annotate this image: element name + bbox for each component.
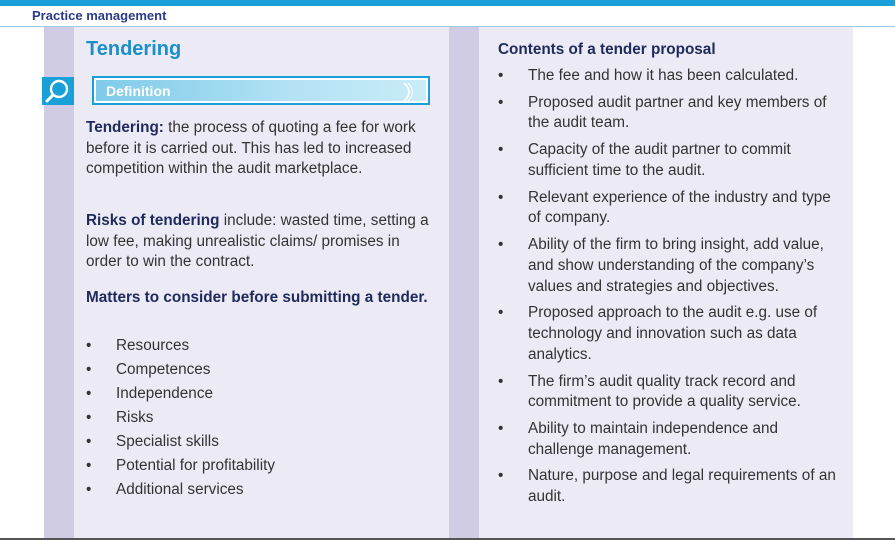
section-title: Tendering [86,38,182,60]
tendering-term: Tendering: [86,119,164,136]
bullet: • [86,457,92,474]
contents-list [498,66,843,514]
list-item-text: Additional services [116,481,244,498]
bullet: • [86,409,92,426]
bottom-divider [0,538,895,540]
list-item-text: Potential for profitability [116,457,275,474]
tendering-text: the process of quoting a fee for work before it is carried out. This has led to increased competition within the audit marketplace. [86,119,416,177]
list-item [498,419,843,460]
bullet: • [86,481,92,498]
list-item-text: The firm’s audit quality track record and commitment to provide a quality service. [528,372,801,411]
bullet: • [86,385,92,402]
bullet: • [498,93,504,111]
top-accent-bar [0,0,895,6]
list-item [86,384,426,408]
bullet: • [498,188,504,206]
list-item [498,66,843,87]
bullet: • [498,141,504,159]
swoosh-decoration [398,81,418,103]
list-item-text: Capacity of the audit partner to commit sufficient time to the audit. [528,141,791,179]
list-item-text: Independence [116,385,213,402]
matters-list [86,336,426,504]
bullet: • [498,467,504,485]
definition-banner [92,76,430,105]
list-item-text: Risks [116,409,154,426]
list-item-text: Relevant experience of the industry and type of company. [528,188,831,227]
list-item-text: Specialist skills [116,433,219,450]
middle-stripe [449,27,479,538]
tendering-definition [86,118,431,180]
list-item [86,432,426,456]
list-item-text: Nature, purpose and legal requirements of an audit. [528,467,836,506]
list-item [498,235,843,297]
bullet: • [86,433,92,450]
list-item-text: Ability to maintain independence and challenge management. [528,419,779,458]
bullet: • [498,419,504,437]
list-item-text: Proposed audit partner and key members of the audit team. [528,93,827,132]
definition-label: Definition [106,83,171,99]
list-item [498,140,843,181]
risks-paragraph [86,211,431,273]
bullet: • [86,337,92,354]
list-item-text: Competences [116,361,211,378]
definition-banner-fill [96,80,426,101]
list-item-text: Ability of the firm to bring insight, add value, and show understanding of the company’s values and strategies and objectives. [528,236,824,295]
bullet: • [498,372,504,390]
list-item [86,360,426,384]
list-item [498,188,843,229]
list-item-text: The fee and how it has been calculated. [528,67,799,84]
bullet: • [498,67,504,84]
risks-term: Risks of tendering [86,212,220,229]
contents-heading: Contents of a tender proposal [498,41,716,58]
matters-heading: Matters to consider before submitting a tender. [86,289,428,306]
list-item [498,372,843,413]
list-item [86,408,426,432]
list-item-text: Proposed approach to the audit e.g. use of technology and innovation such as data analytics. [528,304,818,363]
list-item-text: Resources [116,337,190,354]
list-item [498,466,843,507]
bullet: • [498,236,504,254]
header-title: Practice management [32,8,167,23]
list-item [86,456,426,480]
list-item [498,303,843,365]
list-item [498,93,843,134]
magnifier-icon [42,77,74,105]
bullet: • [86,361,92,378]
risks-text: include: wasted time, setting a low fee, making unrealistic claims/ promises in order to win the contract. [86,212,429,270]
list-item [86,480,426,504]
list-item [86,336,426,360]
bullet: • [498,304,504,322]
